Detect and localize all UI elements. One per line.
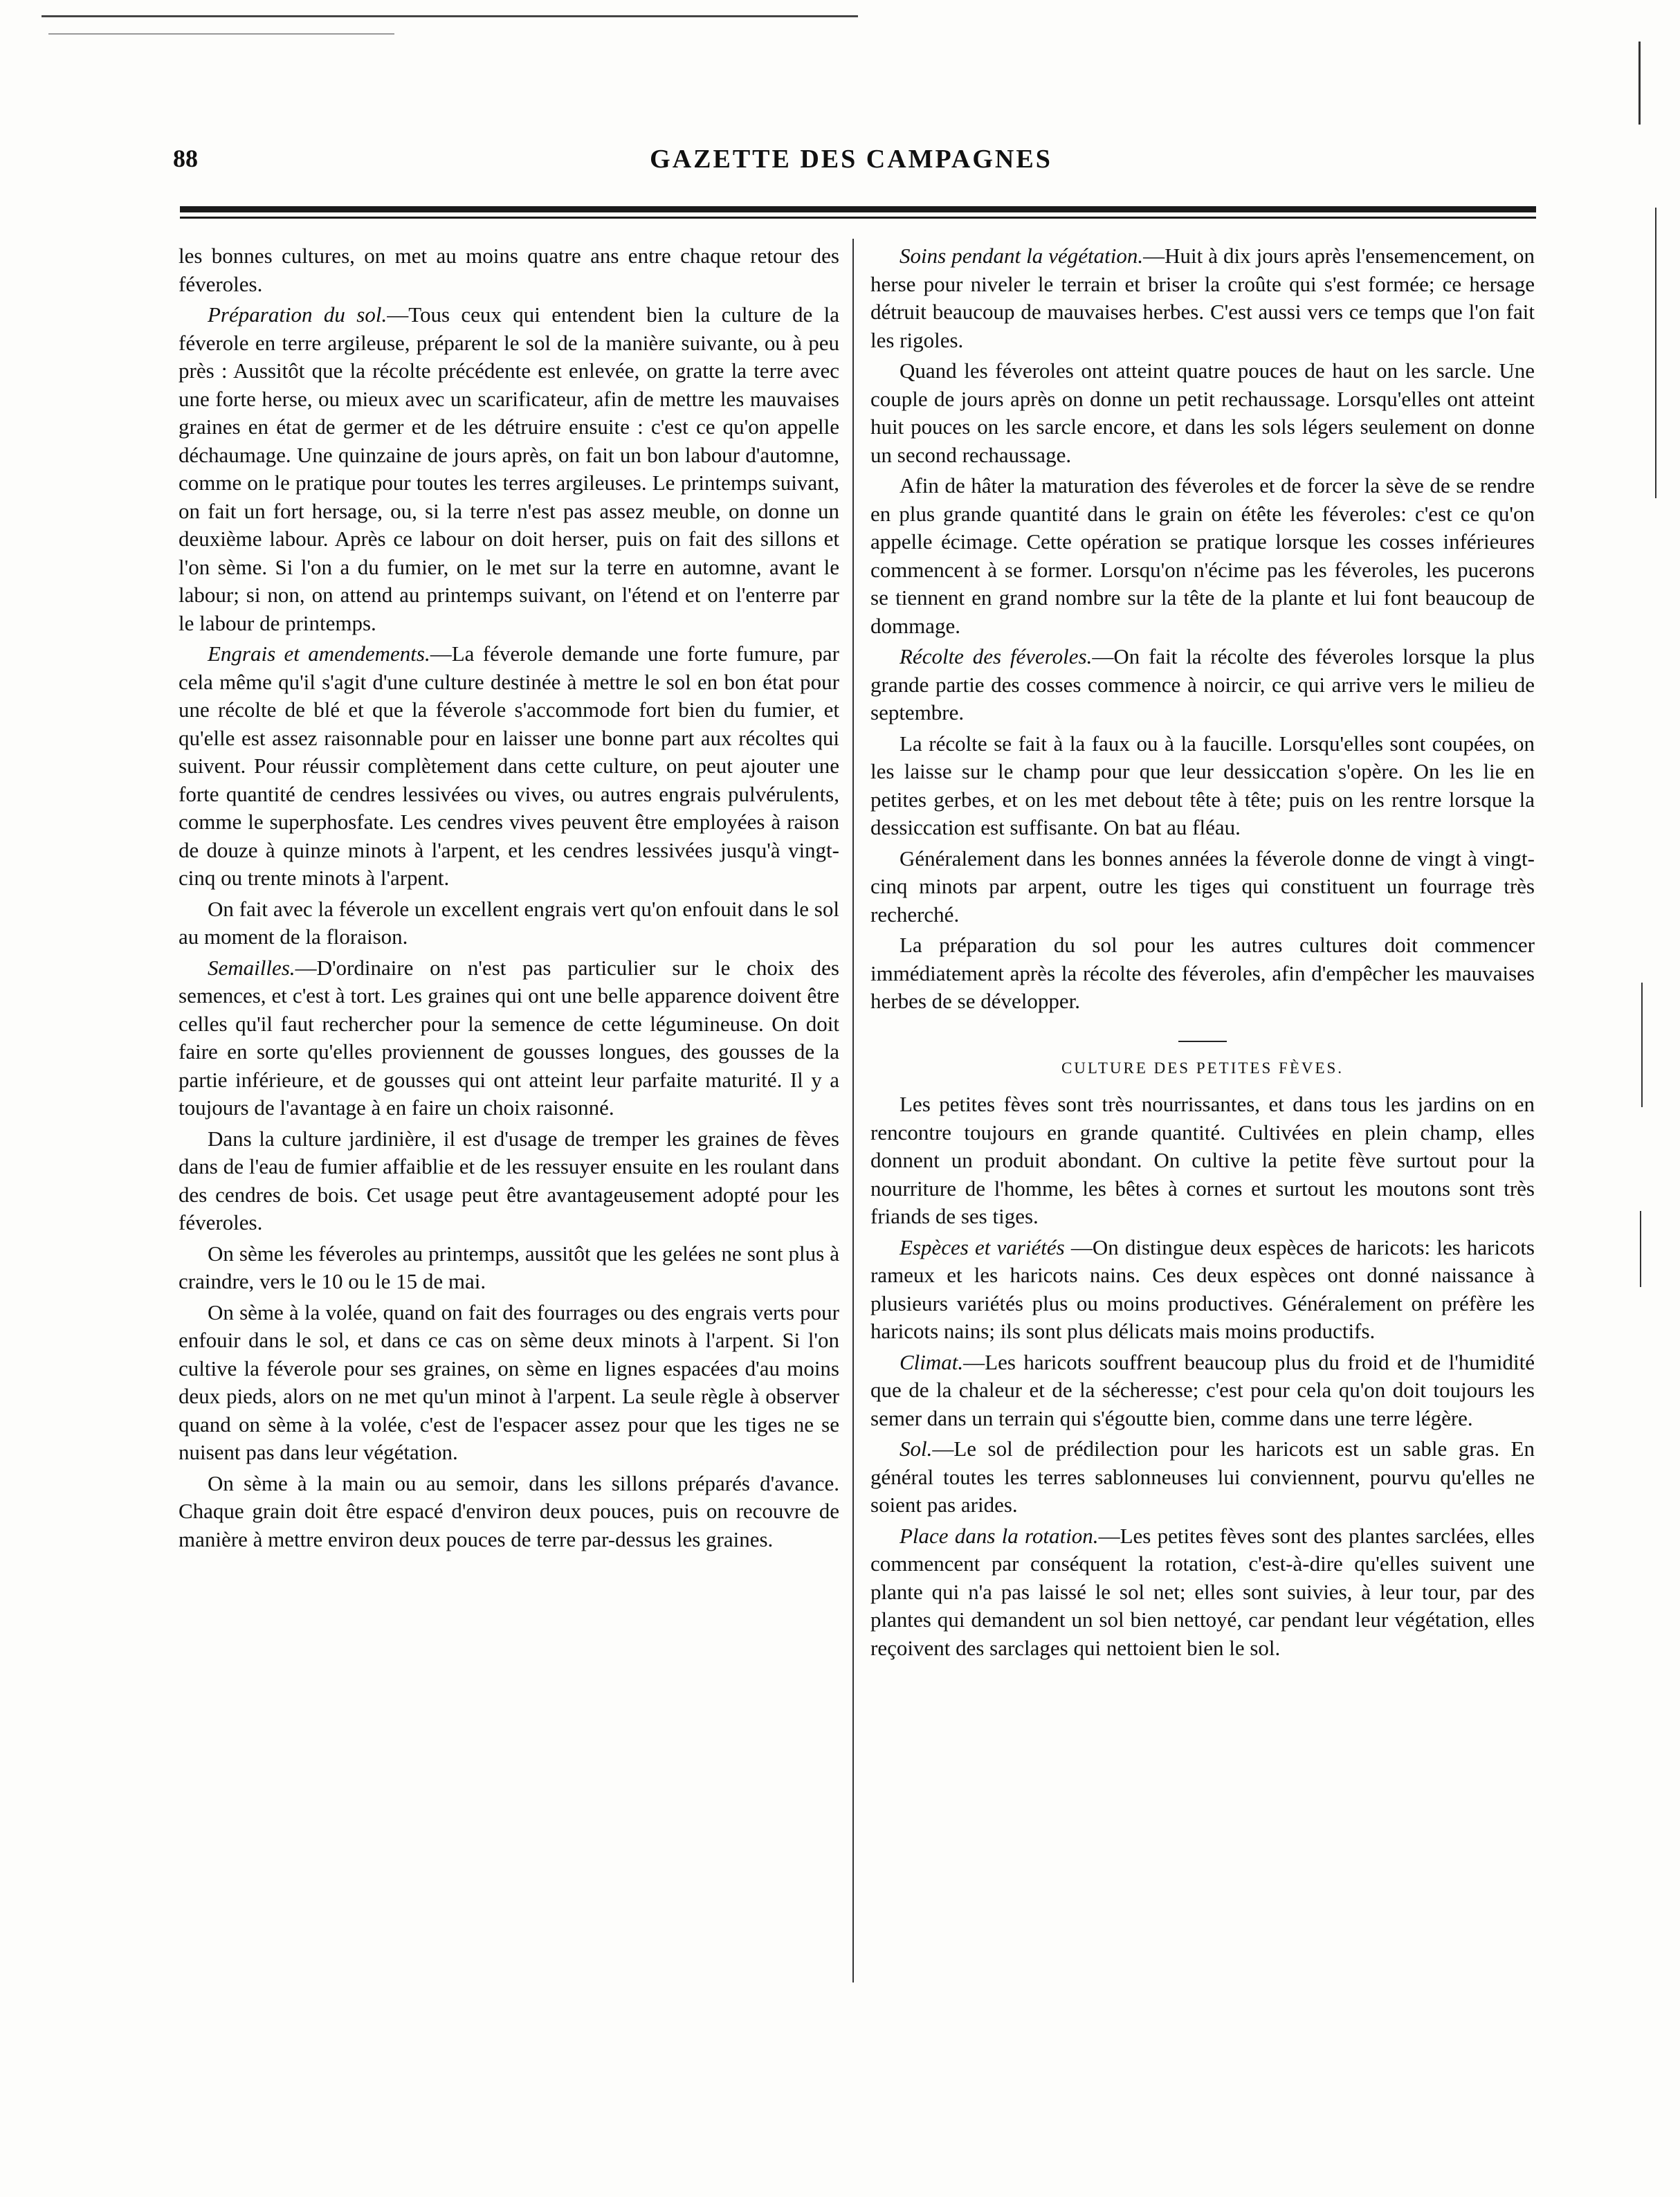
paragraph-lead: Préparation du sol. xyxy=(208,302,387,327)
paragraph-text: Généralement dans les bonnes années la féverole donne de vingt à vingt-cinq minots par arpent, outre les tiges qui constituent un fourrage très recherché. xyxy=(870,846,1535,927)
paragraph-text: —Les haricots souffrent beaucoup plus du froid et de l'humidité que de la chaleur et de la sécheresse; c'est pour cela qu'on doit toujours les semer dans un terrain qui s'égoutte bien, comme dans une terre légère. xyxy=(870,1349,1535,1430)
section-separator xyxy=(1178,1041,1227,1042)
paragraph xyxy=(870,1435,1535,1520)
paragraph-text: Afin de hâter la maturation des féveroles et de forcer la sève de se rendre en plus grande quantité dans le grain on étête les féveroles: c'est ce qu'on appelle écimage. Cette opération se pratique lorsque les cosses inférieures commencent à se former. Lorsqu'on n'écime pas les féveroles, les pucerons se tiennent en grand nombre sur la tête de la plante et lui font beaucoup de dommage. xyxy=(870,473,1535,638)
header-rule-thin xyxy=(180,217,1536,219)
paragraph-lead: Récolte des féveroles. xyxy=(900,644,1093,668)
paragraph-text: —On distingue deux espèces de haricots: les haricots rameux et les haricots nains. Ces deux espèces ont donné naissance à plusieurs variétés plus ou moins productives. Généralement on préfère les haricots nains; ils sont plus délicats mais moins productifs. xyxy=(870,1234,1535,1343)
paragraph-lead: Engrais et amendements. xyxy=(208,641,430,666)
paragraph xyxy=(870,357,1535,469)
paragraph xyxy=(870,1091,1535,1231)
paragraph xyxy=(870,931,1535,1016)
header-rule-thick xyxy=(180,206,1536,212)
paragraph-text: —Le sol de prédilection pour les haricots est un sable gras. En général toutes les terres sablonneuses lui conviennent, pourvu qu'elles ne soient pas arides. xyxy=(870,1437,1535,1517)
page-number: 88 xyxy=(173,145,198,172)
paragraph xyxy=(179,1125,839,1237)
paragraph xyxy=(179,1470,839,1554)
paragraph xyxy=(870,242,1535,354)
paragraph-lead: Semailles. xyxy=(208,955,295,980)
top-edge-rule xyxy=(42,15,858,17)
paragraph xyxy=(179,895,839,951)
paragraph xyxy=(870,1522,1535,1663)
paragraph xyxy=(870,845,1535,929)
paragraph xyxy=(870,643,1535,727)
margin-mark xyxy=(1641,983,1643,1107)
paragraph xyxy=(870,472,1535,640)
paragraph-lead: Place dans la rotation. xyxy=(900,1523,1099,1548)
paragraph-text: On sème les féveroles au printemps, aussitôt que les gelées ne sont plus à craindre, vers le 10 ou le 15 de mai. xyxy=(179,1241,839,1293)
paragraph xyxy=(179,954,839,1122)
margin-mark xyxy=(1640,1211,1641,1287)
paragraph-lead: Espèces et variétés xyxy=(900,1234,1065,1259)
paragraph-text: —Huit à dix jours après l'ensemencement, on herse pour niveler le terrain et briser la croûte qui s'est formée; ce hersage détruit beaucoup de mauvaises herbes. C'est aussi vers ce temps que l'on fait les rigoles. xyxy=(870,244,1535,352)
running-title: GAZETTE DES CAMPAGNES xyxy=(650,145,1052,174)
paragraph-text: —Tous ceux qui entendent bien la culture de la féverole en terre argileuse, préparent le sol de la manière suivante, ou à peu près : Aussitôt que la récolte précédente est enlevée, on gratte la terre avec une forte herse, ou mieux avec un scarificateur, afin de mettre les mauvaises graines en état de germer et de les détruire ensuite : c'est ce qu'on appelle déchaumage. Une quinzaine de jours après, on fait un bon labour d'automne, comme on le pratique pour toutes les terres argileuses. Le printemps suivant, on fait un fort hersage, ou, si la terre n'est pas assez meuble, on donne un deuxième labour. Après ce labour on doit herser, puis on fait des sillons et l'on sème. Si l'on a du fumier, on le met sur la terre en automne, avant le labour; si non, on attend au printemps suivant, on l'étend et on l'enterre par le labour de printemps. xyxy=(179,302,839,635)
paragraph-text: On sème à la main ou au semoir, dans les sillons préparés d'avance. Chaque grain doit être espacé d'environ deux pouces, puis on recouvre de manière à mettre environ deux pouces de terre par-dessus les graines. xyxy=(179,1470,839,1551)
paragraph-text: Les petites fèves sont très nourrissantes, et dans tous les jardins on en rencontre toujours en grande quantité. Cultivées en plein champ, elles donnent un produit abondant. On cultive la petite fève surtout pour la nourriture de l'homme, les bêtes à cornes et surtout les moutons sont très friands de ses tiges. xyxy=(870,1092,1535,1228)
right-column-paragraphs xyxy=(870,242,1535,1016)
paragraph-text: —Les petites fèves sont des plantes sarclées, elles commencent par conséquent la rotation, c'est-à-dire qu'elles suivent une plante qui n'a pas laissé le sol net; elles sont suivies, à leur tour, par des plantes qui demandent un sol bien nettoyé, car pendant leur végétation, elles reçoivent des sarclages qui nettoient bien le sol. xyxy=(870,1523,1535,1660)
paragraph-lead: Sol. xyxy=(900,1437,933,1461)
section-heading: CULTURE DES PETITES FÈVES. xyxy=(1061,1059,1344,1077)
page-header xyxy=(173,144,1529,179)
paragraph-text: On sème à la volée, quand on fait des fourrages ou des engrais verts pour enfouir dans le sol, et dans ce cas on sème deux minots à l'arpent. Si l'on cultive la féverole pour ses graines, on sème en lignes espacées d'au moins deux pieds, alors on ne met qu'un minot à l'arpent. La seule règle à observer quand on sème à la volée, c'est de l'espacer assez pour que les tiges ne se nuisent pas dans leur végétation. xyxy=(179,1300,839,1464)
paragraph xyxy=(179,1240,839,1296)
paragraph-lead: Soins pendant la végétation. xyxy=(900,244,1144,268)
right-column xyxy=(870,242,1535,1665)
section-paragraphs xyxy=(870,1091,1535,1662)
paragraph-text: —D'ordinaire on n'est pas particulier sur le choix des semences, et c'est à tort. Les graines qui ont une belle apparence doivent être celles qu'il faut rechercher pour la semence de cette légumineuse. On doit faire en sorte qu'elles proviennent de gousses longues, des gousses de la partie inférieure, et de gousses qui ont atteint leur parfaite maturité. Il y a toujours de l'avantage à en faire un choix raisonné. xyxy=(179,955,839,1120)
column-divider xyxy=(852,239,854,1982)
paragraph-text: On fait avec la féverole un excellent engrais vert qu'on enfouit dans le sol au moment de la floraison. xyxy=(179,896,839,949)
paragraph xyxy=(179,242,839,298)
paragraph xyxy=(870,1234,1535,1346)
paragraph-text: Quand les féveroles ont atteint quatre pouces de haut on les sarcle. Une couple de jours après on donne un petit rechaussage. Lorsqu'elles ont atteint huit pouces on les sarcle encore, et dans les sols légers seulement on donne un second rechaussage. xyxy=(870,358,1535,467)
paragraph-lead: Climat. xyxy=(900,1349,964,1374)
paragraph-text: La récolte se fait à la faux ou à la faucille. Lorsqu'elles sont coupées, on les laisse sur le champ pour que leur dessiccation s'opère. On les lie en petites gerbes, et on les met debout tête à tête; puis on les rentre lorsque la dessiccation est suffisante. On bat au fléau. xyxy=(870,731,1535,839)
paragraph xyxy=(870,1349,1535,1433)
margin-mark xyxy=(1655,208,1656,498)
paragraph xyxy=(179,640,839,893)
paragraph-text: —On fait la récolte des féveroles lorsque la plus grande partie des cosses commence à noircir, ce qui arrive vers le milieu de septembre. xyxy=(870,644,1535,724)
margin-mark xyxy=(1638,42,1641,125)
top-edge-rule-thin xyxy=(48,33,394,35)
paragraph-text: —La féverole demande une forte fumure, par cela même qu'il s'agit d'une culture destinée à mettre le sol en bon état pour une récolte de blé et que la féverole s'accommode fort bien du fumier, et qu'elle est assez raisonnable pour en laisser une bonne part aux récoltes qui suivent. Pour réussir complètement dans cette culture, on peut ajouter une forte quantité de cendres lessivées ou vives, ou autres engrais pulvérulents, comme le superphosfate. Les cendres vives peuvent être employées à raison de douze à quinze minots à l'arpent, et les cendres lessivées jusqu'à vingt-cinq ou trente minots à l'arpent. xyxy=(179,641,839,890)
paragraph-text: les bonnes cultures, on met au moins quatre ans entre chaque retour des féveroles. xyxy=(179,244,839,296)
paragraph-text: Dans la culture jardinière, il est d'usage de tremper les graines de fèves dans de l'eau de fumier affaiblie et de les ressuyer ensuite en les roulant dans des cendres de bois. Cet usage peut être avantageusement adopté pour les féveroles. xyxy=(179,1126,839,1234)
paragraph-text: La préparation du sol pour les autres cultures doit commencer immédiatement après la récolte des féveroles, afin d'empêcher les mauvaises herbes de se développer. xyxy=(870,933,1535,1013)
left-column xyxy=(179,242,839,1556)
paragraph xyxy=(870,730,1535,842)
paragraph xyxy=(179,301,839,637)
paragraph xyxy=(179,1299,839,1467)
